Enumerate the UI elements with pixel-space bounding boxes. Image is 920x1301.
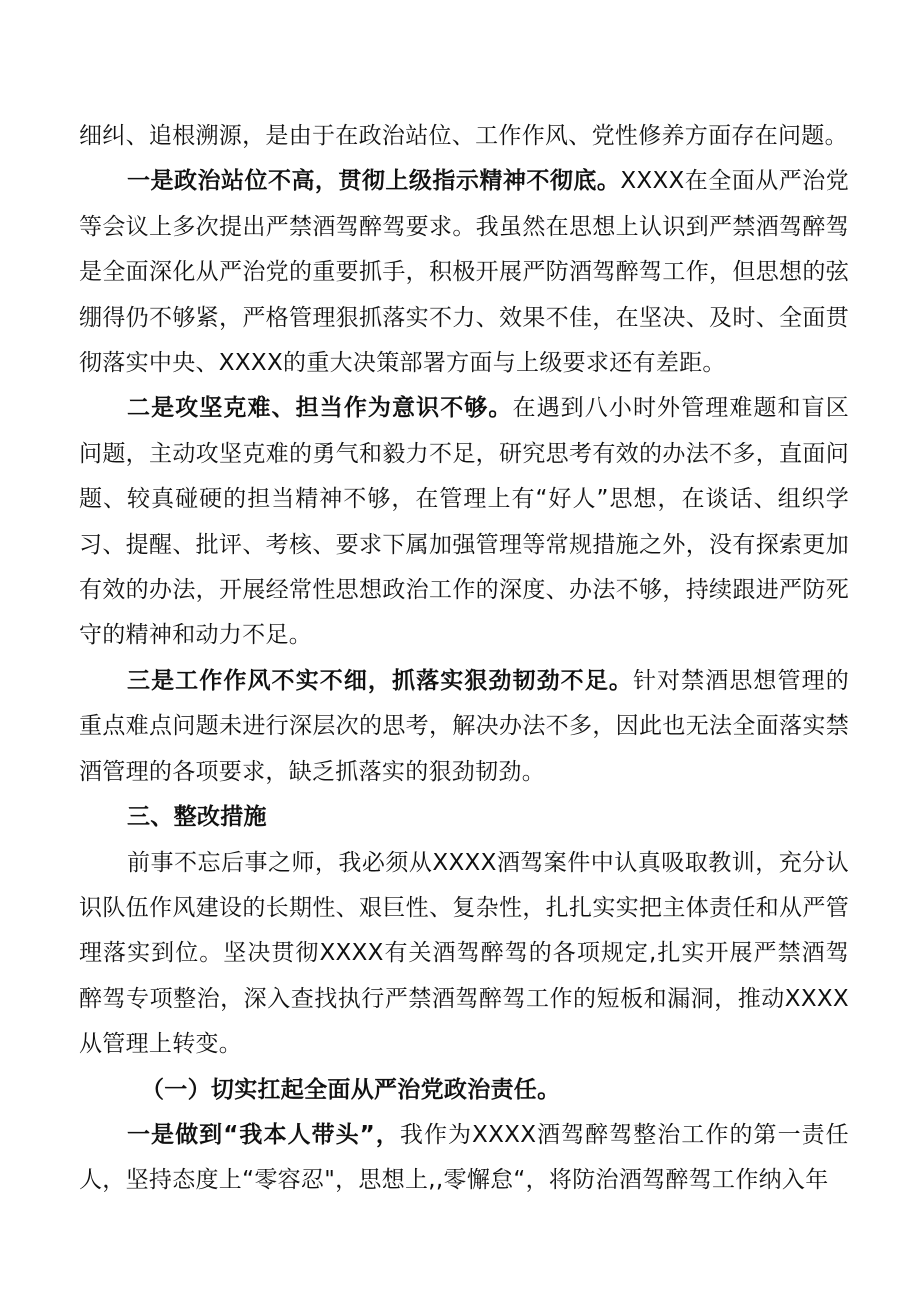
- document-body: [79, 114, 849, 1204]
- paragraph-text: 前事不忘后事之师，我必须从XXXX酒驾案件中认真吸取教训，充分认识队伍作风建设的长期性、艰巨性、复杂性，扎扎实实把主体责任和从严管理落实到位。坚决贯彻XXXX有关酒驾醉驾的各项规定,扎实开展严禁酒驾醉驾专项整治，深入查找执行严禁酒驾醉驾工作的短板和漏洞，推动XXXX从管理上转变。: [79, 849, 849, 1058]
- paragraph-lead: 一是政治站位不高，贯彻上级指示精神不彻底。: [127, 168, 621, 195]
- paragraph-lead: 三是工作作风不实不细，抓落实狠劲韧劲不足。: [127, 667, 633, 694]
- subsection-heading: （一）切实扛起全面从严治党政治责任。: [141, 1076, 561, 1103]
- paragraph-lead: 二是攻坚克难、担当作为意识不够。: [127, 395, 513, 422]
- paragraph-work-style: [79, 659, 849, 795]
- intro-text: 细纠、追根溯源，是由于在政治站位、工作作风、党性修养方面存在问题。: [79, 123, 848, 149]
- paragraph-text: 针对禁酒思想管理的重点难点问题未进行深层次的思考，解决办法不多，因此也无法全面落实禁酒管理的各项要求，缺乏抓落实的狠劲韧劲。: [79, 667, 849, 785]
- paragraph-responsibility: [79, 386, 849, 658]
- paragraph-text: 我作为XXXX酒驾醉驾整治工作的第一责任人，坚持态度上“零容忍"，思想上,,零懈怠“，将防治酒驾醉驾工作纳入年: [79, 1121, 849, 1194]
- paragraph-text: XXXX在全面从严治党等会议上多次提出严禁酒驾醉驾要求。我虽然在思想上认识到严禁酒驾醉驾是全面深化从严治党的重要抓手，积极开展严防酒驾醉驾工作，但思想的弦绷得仍不够紧，严格管理狠抓落实不力、效果不佳，在坚决、及时、全面贯彻落实中央、XXXX的重大决策部署方面与上级要求还有差距。: [79, 168, 849, 377]
- section-heading: 三、整改措施: [127, 804, 267, 831]
- paragraph-political-stance: [79, 159, 849, 386]
- paragraph-lead-by-example: [79, 1113, 849, 1204]
- paragraph-text: 在遇到八小时外管理难题和盲区问题，主动攻坚克难的勇气和毅力不足，研究思考有效的办法不多，直面问题、较真碰硬的担当精神不够，在管理上有“好人”思想，在谈话、组织学习、提醒、批评、考核、要求下属加强管理等常规措施之外，没有探索更加有效的办法，开展经常性思想政治工作的深度、办法不够，持续跟进严防死守的精神和动力不足。: [79, 395, 849, 649]
- paragraph-rectification: [79, 841, 849, 1068]
- intro-paragraph: [79, 114, 849, 159]
- paragraph-lead: 一是做到“我本人带头”，: [127, 1121, 400, 1148]
